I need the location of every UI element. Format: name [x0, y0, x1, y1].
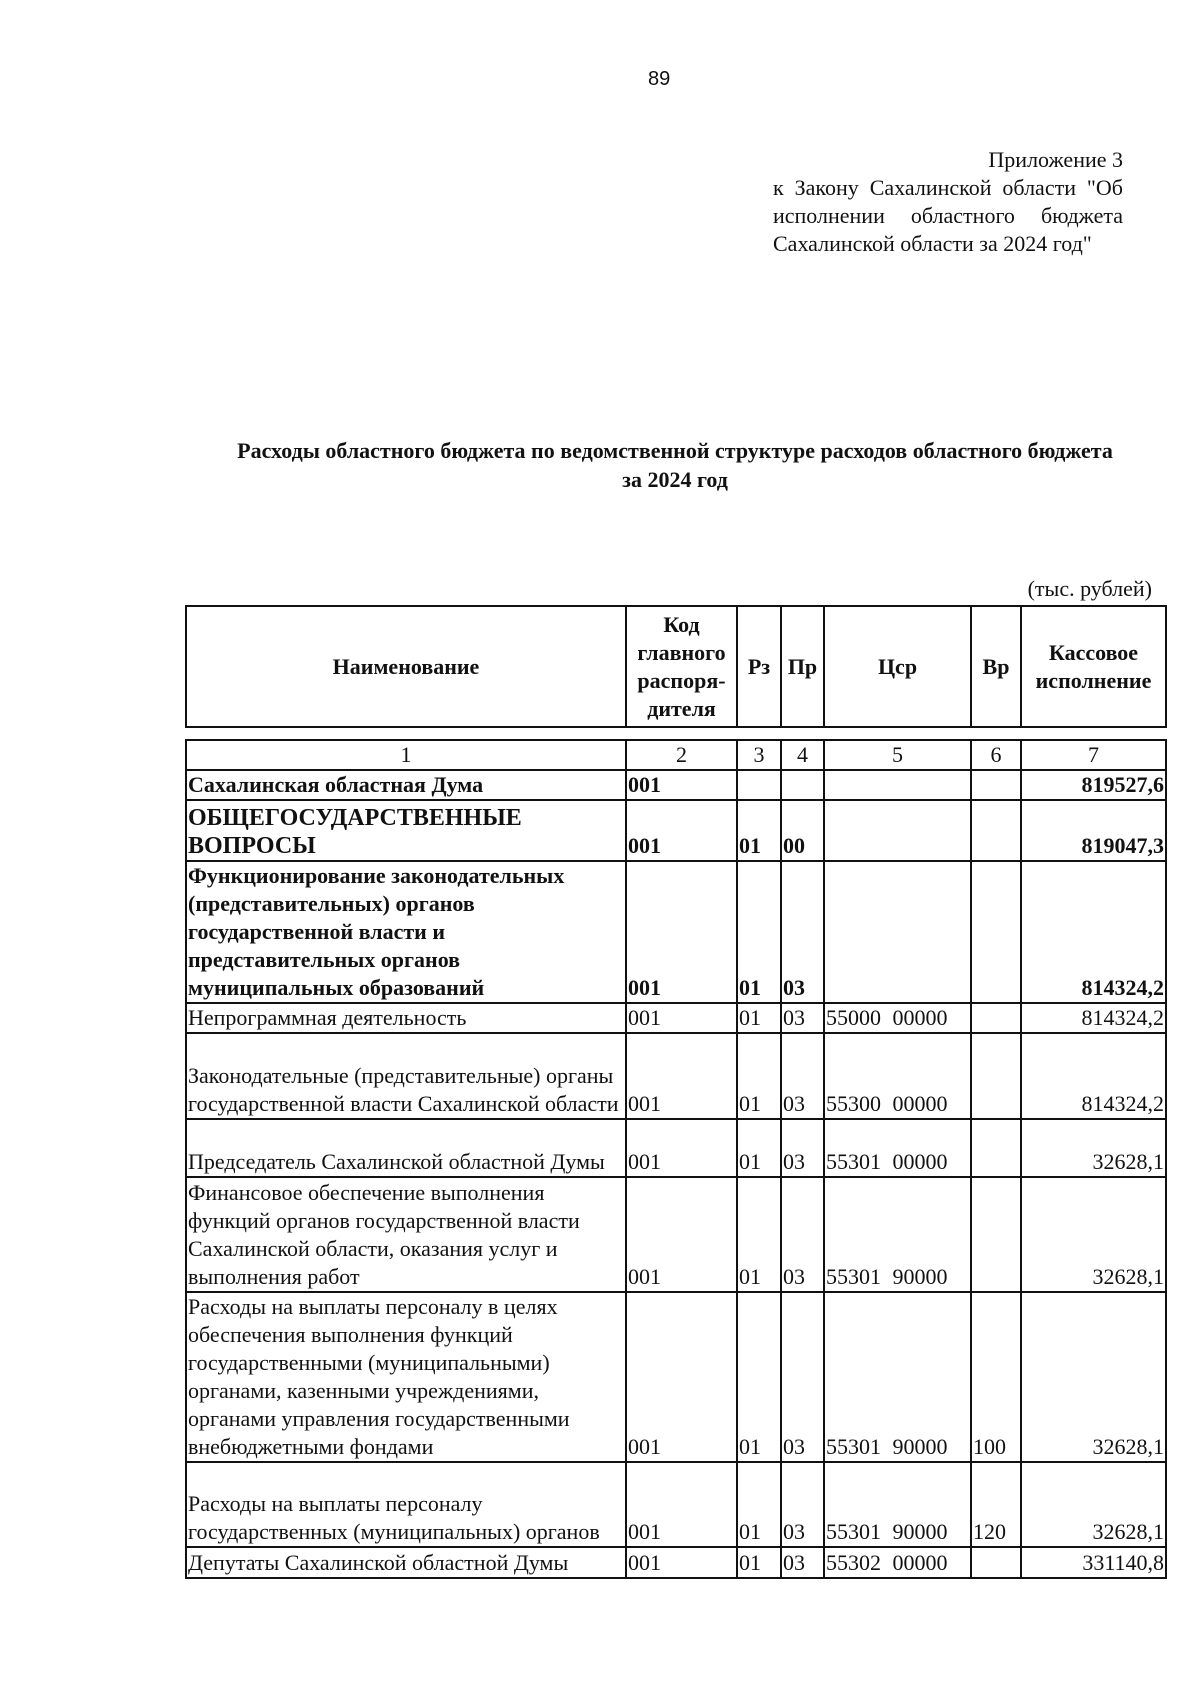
row-amount: 819527,6 — [1021, 770, 1166, 800]
row-pr: 03 — [781, 1033, 824, 1119]
row-vr — [971, 1003, 1021, 1033]
row-name: Сахалинская областная Дума — [186, 770, 626, 800]
row-vr: 120 — [971, 1462, 1021, 1547]
row-amount: 814324,2 — [1021, 1033, 1166, 1119]
table-row — [186, 1462, 1166, 1547]
row-csr — [824, 800, 971, 861]
row-csr: 55300 00000 — [824, 1033, 971, 1119]
row-csr: 55301 90000 — [824, 1292, 971, 1462]
expenses-table — [185, 739, 1167, 1579]
row-pr: 03 — [781, 1177, 824, 1292]
header-name: Наименование — [186, 606, 626, 727]
row-code: 001 — [626, 1033, 737, 1119]
row-vr — [971, 1119, 1021, 1177]
row-csr: 55000 00000 — [824, 1003, 971, 1033]
header-code: Код главного распоря-дителя — [626, 606, 737, 727]
row-pr: 03 — [781, 861, 824, 1003]
table-row — [186, 1033, 1166, 1119]
row-code: 001 — [626, 1003, 737, 1033]
row-amount: 32628,1 — [1021, 1462, 1166, 1547]
row-amount: 814324,2 — [1021, 1003, 1166, 1033]
row-amount: 819047,3 — [1021, 800, 1166, 861]
row-name: Депутаты Сахалинской областной Думы — [186, 1547, 626, 1578]
row-code: 001 — [626, 1292, 737, 1462]
row-vr — [971, 1033, 1021, 1119]
row-amount: 32628,1 — [1021, 1119, 1166, 1177]
row-csr: 55301 00000 — [824, 1119, 971, 1177]
table-row — [186, 800, 1166, 861]
row-vr — [971, 800, 1021, 861]
row-pr — [781, 770, 824, 800]
row-rz: 01 — [737, 1547, 781, 1578]
row-csr — [824, 861, 971, 1003]
row-name: Расходы на выплаты персоналу в целях обеспечения выполнения функций государственными (муниципальными) органами, казенными учреждениями, органами управления государственными внебюджетными фондами — [186, 1292, 626, 1462]
row-vr: 100 — [971, 1292, 1021, 1462]
row-pr: 03 — [781, 1292, 824, 1462]
table-row — [186, 770, 1166, 800]
row-csr — [824, 770, 971, 800]
row-code: 001 — [626, 1177, 737, 1292]
row-csr: 55301 90000 — [824, 1177, 971, 1292]
column-number: 6 — [971, 740, 1021, 770]
row-amount: 814324,2 — [1021, 861, 1166, 1003]
column-number-row — [186, 740, 1166, 770]
row-rz: 01 — [737, 1462, 781, 1547]
table-row — [186, 861, 1166, 1003]
row-rz: 01 — [737, 861, 781, 1003]
row-rz: 01 — [737, 1177, 781, 1292]
row-rz: 01 — [737, 1292, 781, 1462]
row-name: Расходы на выплаты персоналу государственных (муниципальных) органов — [186, 1462, 626, 1547]
row-code: 001 — [626, 1547, 737, 1578]
row-code: 001 — [626, 800, 737, 861]
table-row — [186, 1177, 1166, 1292]
row-code: 001 — [626, 1119, 737, 1177]
table-row — [186, 1292, 1166, 1462]
row-name: Непрограммная деятельность — [186, 1003, 626, 1033]
row-vr — [971, 770, 1021, 800]
row-name: Законодательные (представительные) органы государственной власти Сахалинской области — [186, 1033, 626, 1119]
header-pr: Пр — [781, 606, 824, 727]
column-number: 5 — [824, 740, 971, 770]
table-row — [186, 1119, 1166, 1177]
row-code: 001 — [626, 1462, 737, 1547]
appendix-number: Приложение 3 — [988, 147, 1123, 172]
row-rz: 01 — [737, 1033, 781, 1119]
row-rz: 01 — [737, 800, 781, 861]
appendix-note — [773, 146, 1123, 258]
header-vr: Вр — [971, 606, 1021, 727]
row-code: 001 — [626, 861, 737, 1003]
units-label: (тыс. рублей) — [1027, 576, 1152, 601]
row-amount: 32628,1 — [1021, 1292, 1166, 1462]
row-pr: 03 — [781, 1462, 824, 1547]
row-pr: 03 — [781, 1003, 824, 1033]
table-header — [185, 605, 1167, 728]
table-row — [186, 1547, 1166, 1578]
row-vr — [971, 1177, 1021, 1292]
row-rz — [737, 770, 781, 800]
row-amount: 32628,1 — [1021, 1177, 1166, 1292]
row-csr: 55301 90000 — [824, 1462, 971, 1547]
row-code: 001 — [626, 770, 737, 800]
row-pr: 03 — [781, 1119, 824, 1177]
page-number: 89 — [648, 68, 671, 90]
column-number: 7 — [1021, 740, 1166, 770]
column-number: 1 — [186, 740, 626, 770]
column-number: 3 — [737, 740, 781, 770]
column-number: 2 — [626, 740, 737, 770]
table-row — [186, 1003, 1166, 1033]
row-name: Функционирование законодательных (представительных) органов государственной власти и представительных органов муниципальных образований — [186, 861, 626, 1003]
row-name: Финансовое обеспечение выполнения функций органов государственной власти Сахалинской области, оказания услуг и выполнения работ — [186, 1177, 626, 1292]
row-vr — [971, 1547, 1021, 1578]
row-rz: 01 — [737, 1119, 781, 1177]
row-rz: 01 — [737, 1003, 781, 1033]
title-line-1: Расходы областного бюджета по ведомственной структуре расходов областного бюджета — [237, 438, 1113, 463]
row-pr: 03 — [781, 1547, 824, 1578]
header-amount: Кассовое исполнение — [1021, 606, 1166, 727]
document-title — [150, 436, 1200, 494]
row-vr — [971, 861, 1021, 1003]
column-number: 4 — [781, 740, 824, 770]
row-pr: 00 — [781, 800, 824, 861]
row-name: ОБЩЕГОСУДАРСТВЕННЫЕ ВОПРОСЫ — [186, 800, 626, 861]
header-csr: Цср — [824, 606, 971, 727]
header-rz: Рз — [737, 606, 781, 727]
row-csr: 55302 00000 — [824, 1547, 971, 1578]
appendix-text: к Закону Сахалинской области "Об исполнении областного бюджета Сахалинской области за 2024 год" — [773, 175, 1123, 256]
title-line-2: за 2024 год — [622, 467, 728, 492]
row-name: Председатель Сахалинской областной Думы — [186, 1119, 626, 1177]
row-amount: 331140,8 — [1021, 1547, 1166, 1578]
